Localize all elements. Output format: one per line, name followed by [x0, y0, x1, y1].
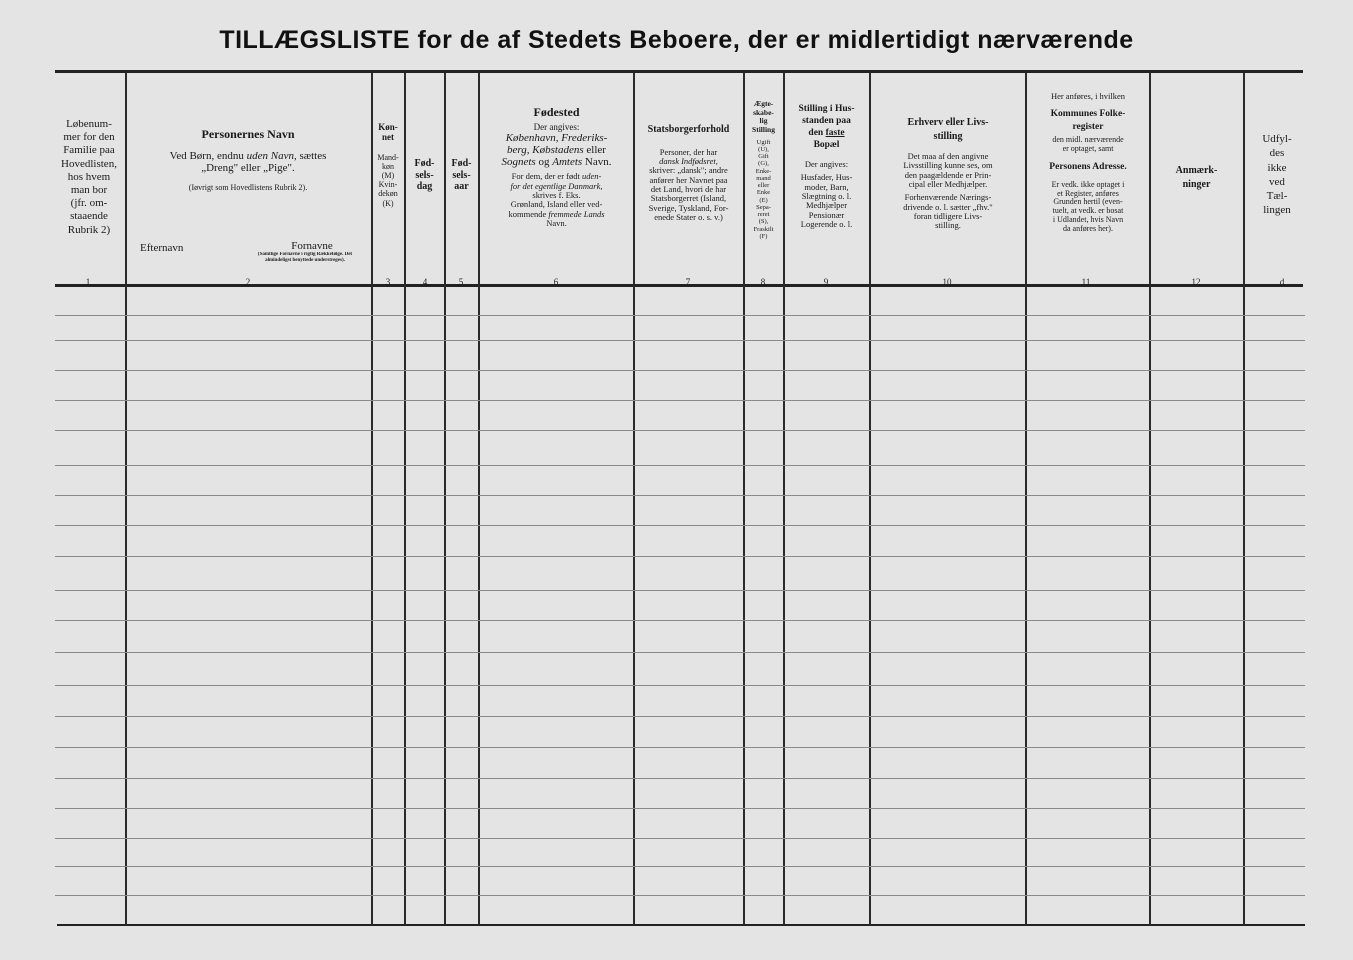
col6-italic2: Sognets [501, 156, 536, 169]
col2-fornavne: Fornavne [291, 240, 333, 252]
col2-line3: (Iøvrigt som Hovedlistens Rubrik 2). [188, 183, 308, 193]
col2-line1-italic: uden Navn, [246, 149, 297, 162]
col12-number: 12 [1191, 277, 1201, 287]
entry-line [55, 778, 1305, 779]
col3-heading: Køn- net [378, 122, 398, 143]
col6-sub: Der angives: [533, 121, 580, 132]
col10-heading: Erhverv eller Livs- stilling [907, 117, 989, 142]
entry-line [55, 556, 1305, 557]
col10-text1: Det maa af den angivne Livsstilling kunne ses, om den paagældende er Prin- cipal eller Medhjælper. [903, 151, 993, 190]
col9-text: Husfader, Hus- moder, Barn, Slægtning o. l. Medhjælper Pensionær Logerende o. l. [800, 172, 853, 229]
col2-heading: Personernes Navn [201, 128, 295, 141]
col1-header: Løbenum- mer for den Familie paa Hovedlisten, hos hvem man bor (jfr. om- staaende Rubrik 2) [61, 118, 117, 236]
entry-line [55, 590, 1305, 591]
col11-header [1027, 92, 1149, 234]
col8-number: 8 [760, 277, 766, 287]
col2-efternavn: Efternavn [140, 242, 184, 254]
col9-heading: Stilling i Hus- standen paa den [798, 104, 855, 138]
col2-number: 2 [245, 277, 251, 287]
col8-text: Ugift (U), Gift (G), Enke- mand eller Enke (E) Sepa- reret (S), Fraskilt (F) [753, 138, 774, 240]
col6-p2a: For dem, der er født [511, 171, 580, 182]
col2-line2: „Dreng" eller „Pige". [201, 162, 295, 175]
col6-p2d: Navn. [546, 218, 567, 229]
col-divider-9 [869, 73, 871, 925]
col7-text1: Personer, der har [659, 146, 718, 157]
entry-line [55, 685, 1305, 686]
cold-header: Udfyl- des ikke ved Tæl- lingen [1262, 133, 1292, 217]
col6-p2c: Grønland, Island eller ved- kommende [508, 199, 603, 219]
col6-number: 6 [553, 277, 559, 287]
col3-text: Mand- køn (M) Kvin- dekøn (K) [377, 152, 399, 208]
col2-fornavne-note: (Samtlige Fornavne i rigtig Rækkefølge. Det almindeligst benyttede understreges). [257, 252, 353, 263]
col6-italic1: København, Frederiks- berg, Købstadens [505, 132, 608, 157]
col2-line1: Ved Børn, endnu [169, 149, 244, 162]
entry-line [55, 747, 1305, 748]
entry-line [55, 716, 1305, 717]
col11-mid: den midl. nærværende er optaget, samt [1052, 135, 1124, 154]
col4-header: Fød- sels- dag [414, 158, 435, 192]
col6-italic2-b: Amtets [552, 156, 583, 169]
page-title [0, 26, 1353, 55]
col6-p2-italic2: fremmede Lands [548, 208, 605, 219]
col5-header: Fød- sels- aar [451, 158, 472, 192]
col-divider-11 [1149, 73, 1151, 925]
col9-heading-underlined: faste [825, 127, 845, 138]
col7-header [634, 124, 743, 222]
col5-number: 5 [458, 277, 464, 287]
cold-number: d [1279, 277, 1285, 287]
entry-line [55, 315, 1305, 316]
col-divider-3 [404, 73, 406, 925]
entry-line [55, 525, 1305, 526]
col2-line1-end: sættes [299, 149, 327, 162]
entry-line [55, 808, 1305, 809]
entry-line [55, 866, 1305, 867]
col12-header: Anmærk- ninger [1175, 165, 1218, 190]
col7-text2: skriver: „dansk"; andre anfører her Navnet paa det Land, hvori de har Statsborgerret (Island, Sverige, Tyskland, For- enede Stater o. s. v.) [648, 165, 729, 222]
col9-heading-end: Bopæl [813, 139, 840, 150]
col7-heading: Statsborgerforhold [647, 124, 730, 135]
col6-italic2-end: Navn. [584, 156, 612, 169]
entry-line [55, 430, 1305, 431]
col11-top: Her anføres, i hvilken [1050, 92, 1126, 101]
col2-header [130, 128, 366, 192]
entry-line [55, 495, 1305, 496]
col7-number: 7 [685, 277, 691, 287]
bottom-rule [57, 924, 1305, 926]
col6-italic1-end: eller [586, 144, 606, 157]
col6-p2b: skrives f. Eks. [532, 190, 581, 201]
col11-heading: Kommunes Folke- register [1050, 108, 1126, 133]
col10-number: 10 [942, 277, 952, 287]
title-part2: for de af Stedets Beboere, der er [417, 26, 821, 54]
col-divider-4 [444, 73, 446, 925]
col10-text2: Forhenværende Nærings- drivende o. l. sætter „fhv." foran tidligere Livs- stilling. [903, 192, 993, 231]
col9-header [784, 104, 869, 229]
entry-line [55, 620, 1305, 621]
col11-heading2: Personens Adresse. [1049, 161, 1127, 172]
col11-text: Er vedk. ikke optaget i et Register, anføres Grunden hertil (even- tuelt, at vedk. er bosat i Udlandet, hvis Navn da anføres her). [1051, 179, 1125, 233]
entry-line [55, 370, 1305, 371]
col3-number: 3 [385, 277, 391, 287]
entry-line [55, 465, 1305, 466]
col9-sub: Der angives: [804, 158, 849, 169]
entry-line [55, 400, 1305, 401]
entry-line [55, 340, 1305, 341]
col6-heading: Fødested [533, 106, 580, 119]
col6-italic2-mid: og [538, 156, 550, 169]
col8-heading: Ægte- skabe- lig Stilling [752, 100, 775, 134]
col8-header [744, 100, 783, 240]
col6-header [480, 106, 633, 228]
col7-text-italic: dansk Indfødsret, [659, 155, 718, 166]
col9-number: 9 [823, 277, 829, 287]
col11-number: 11 [1081, 277, 1091, 287]
title-part3: midlertidigt nærværende [827, 26, 1134, 54]
entry-line [55, 838, 1305, 839]
entry-line [55, 895, 1305, 896]
title-part1: TILLÆGSLISTE [219, 26, 411, 54]
col10-header [872, 116, 1024, 231]
top-rule [55, 70, 1303, 73]
col3-header [372, 122, 404, 208]
entry-line [55, 652, 1305, 653]
col1-number: 1 [85, 277, 91, 287]
col6-p2-italic: uden- for det egentlige Danmark, [510, 171, 603, 191]
col4-number: 4 [422, 277, 428, 287]
